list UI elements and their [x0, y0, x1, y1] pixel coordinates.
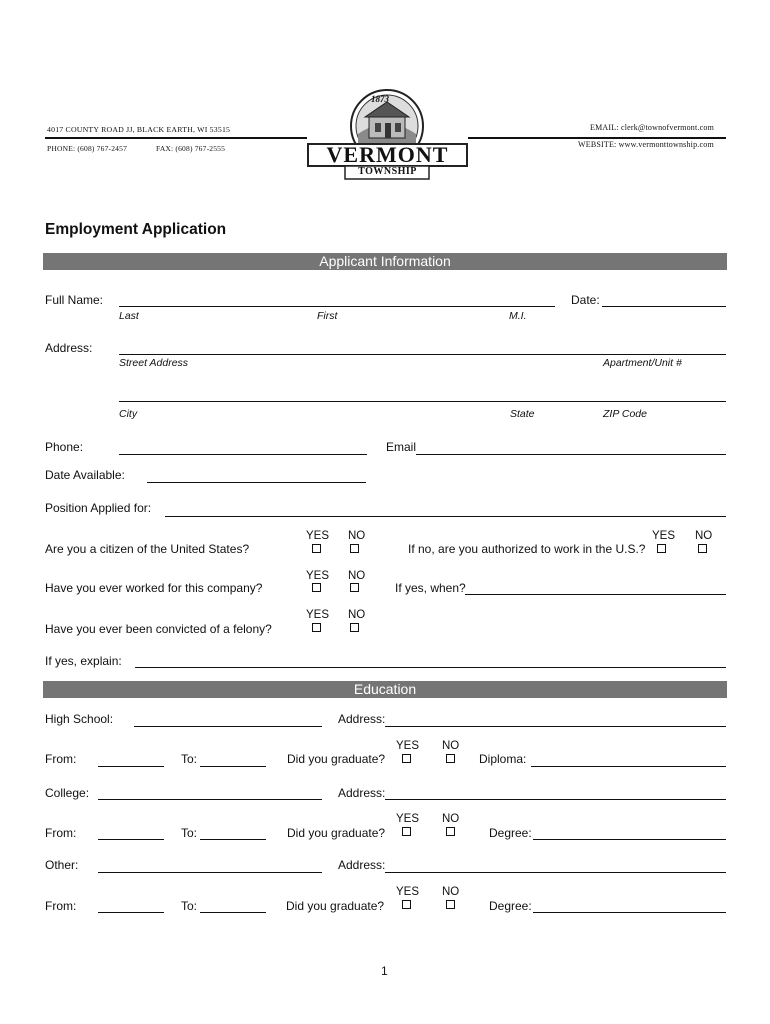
township-logo: [305, 88, 470, 183]
full-name-field[interactable]: [119, 292, 555, 307]
citizen-question: Are you a citizen of the United States?: [45, 542, 250, 556]
page-title: Employment Application: [45, 221, 227, 238]
hs-yes-label: YES: [396, 740, 420, 752]
if-yes-when-field[interactable]: [465, 580, 726, 595]
college-from-field[interactable]: [98, 825, 164, 840]
header-website: WEBSITE: www.vermonttownship.com: [578, 140, 714, 149]
citizen-yes-checkbox[interactable]: [312, 544, 321, 553]
date-available-label: Date Available:: [45, 468, 125, 482]
other-to-field[interactable]: [200, 898, 266, 913]
other-address-label: Address:: [338, 858, 386, 872]
street-address-field[interactable]: [119, 340, 726, 355]
diploma-field[interactable]: [531, 752, 726, 767]
college-graduate-yes-checkbox[interactable]: [402, 827, 411, 836]
header-address: 4017 COUNTY ROAD JJ, BLACK EARTH, WI 53515: [47, 125, 231, 134]
other-yes-label: YES: [396, 886, 420, 898]
felony-question: Have you ever been convicted of a felony?: [45, 622, 272, 636]
college-to-label: To:: [181, 826, 198, 840]
other-to-label: To:: [181, 899, 198, 913]
phone-field[interactable]: [119, 440, 367, 455]
other-from-field[interactable]: [98, 898, 164, 913]
high-school-label: High School:: [45, 712, 114, 726]
logo-township: TOWNSHIP: [358, 166, 417, 177]
felony-no-checkbox[interactable]: [350, 623, 359, 632]
if-yes-explain-field[interactable]: [135, 653, 726, 668]
college-address-field[interactable]: [385, 785, 726, 800]
other-degree-field[interactable]: [533, 898, 726, 913]
felony-yes-checkbox[interactable]: [312, 623, 321, 632]
authorized-no-checkbox[interactable]: [698, 544, 707, 553]
high-school-from-label: From:: [45, 752, 77, 766]
date-available-field[interactable]: [147, 468, 366, 483]
college-field[interactable]: [98, 785, 322, 800]
felony-yes-label: YES: [306, 609, 330, 621]
mi-caption: M.I.: [509, 310, 527, 322]
hs-no-label: NO: [442, 740, 460, 752]
other-from-label: From:: [45, 899, 77, 913]
high-school-address-label: Address:: [338, 712, 386, 726]
position-label: Position Applied for:: [45, 501, 152, 515]
first-caption: First: [317, 310, 338, 322]
college-degree-field[interactable]: [533, 825, 726, 840]
city-caption: City: [119, 408, 138, 420]
authorized-no-label: NO: [695, 530, 713, 542]
worked-no-checkbox[interactable]: [350, 583, 359, 592]
logo-year: 1873: [371, 94, 389, 104]
hs-graduate-question: Did you graduate?: [287, 752, 386, 766]
section-bar-education: Education: [43, 681, 727, 698]
college-yes-label: YES: [396, 813, 420, 825]
worked-no-label: NO: [348, 570, 366, 582]
college-no-label: NO: [442, 813, 460, 825]
street-caption: Street Address: [119, 357, 189, 369]
date-field[interactable]: [602, 292, 726, 307]
worked-question: Have you ever worked for this company?: [45, 581, 263, 595]
authorized-question: If no, are you authorized to work in the U.S.?: [408, 542, 646, 556]
position-field[interactable]: [165, 502, 726, 517]
citizen-no-label: NO: [348, 530, 366, 542]
worked-yes-label: YES: [306, 570, 330, 582]
hs-graduate-no-checkbox[interactable]: [446, 754, 455, 763]
other-label: Other:: [45, 858, 79, 872]
email-label: Email: [386, 440, 417, 454]
phone-label: Phone:: [45, 440, 84, 454]
high-school-address-field[interactable]: [385, 712, 726, 727]
college-from-label: From:: [45, 826, 77, 840]
citizen-yes-label: YES: [306, 530, 330, 542]
logo-name: VERMONT: [326, 142, 449, 167]
state-caption: State: [510, 408, 535, 420]
hs-graduate-yes-checkbox[interactable]: [402, 754, 411, 763]
header-rule-left: [45, 137, 307, 139]
diploma-label: Diploma:: [479, 752, 527, 766]
authorized-yes-checkbox[interactable]: [657, 544, 666, 553]
other-no-label: NO: [442, 886, 460, 898]
if-yes-explain-label: If yes, explain:: [45, 654, 122, 668]
email-field[interactable]: [416, 440, 726, 455]
high-school-field[interactable]: [134, 712, 322, 727]
college-label: College:: [45, 786, 90, 800]
college-address-label: Address:: [338, 786, 386, 800]
header-rule-right: [468, 137, 726, 139]
section-bar-applicant: Applicant Information: [43, 253, 727, 270]
city-state-zip-field[interactable]: [119, 387, 726, 402]
worked-yes-checkbox[interactable]: [312, 583, 321, 592]
other-degree-label: Degree:: [489, 899, 532, 913]
college-degree-label: Degree:: [489, 826, 532, 840]
apt-caption: Apartment/Unit #: [603, 357, 682, 369]
address-label: Address:: [45, 341, 93, 355]
other-field[interactable]: [98, 858, 322, 873]
high-school-to-field[interactable]: [200, 752, 266, 767]
college-to-field[interactable]: [200, 825, 266, 840]
other-address-field[interactable]: [385, 858, 726, 873]
header-fax: FAX: (608) 767-2555: [156, 144, 226, 153]
date-label: Date:: [571, 293, 600, 307]
other-graduate-yes-checkbox[interactable]: [402, 900, 411, 909]
if-yes-when-label: If yes, when?: [395, 581, 466, 595]
high-school-from-field[interactable]: [98, 752, 164, 767]
high-school-to-label: To:: [181, 752, 198, 766]
last-caption: Last: [119, 310, 139, 322]
full-name-label: Full Name:: [45, 293, 104, 307]
header-phone: PHONE: (608) 767-2457: [47, 144, 128, 153]
header-email: EMAIL: clerk@townofvermont.com: [590, 123, 715, 132]
college-graduate-no-checkbox[interactable]: [446, 827, 455, 836]
authorized-yes-label: YES: [652, 530, 676, 542]
zip-caption: ZIP Code: [603, 408, 647, 420]
citizen-no-checkbox[interactable]: [350, 544, 359, 553]
college-graduate-question: Did you graduate?: [287, 826, 386, 840]
page-number: 1: [381, 964, 388, 978]
other-graduate-no-checkbox[interactable]: [446, 900, 455, 909]
other-graduate-question: Did you graduate?: [286, 899, 385, 913]
felony-no-label: NO: [348, 609, 366, 621]
